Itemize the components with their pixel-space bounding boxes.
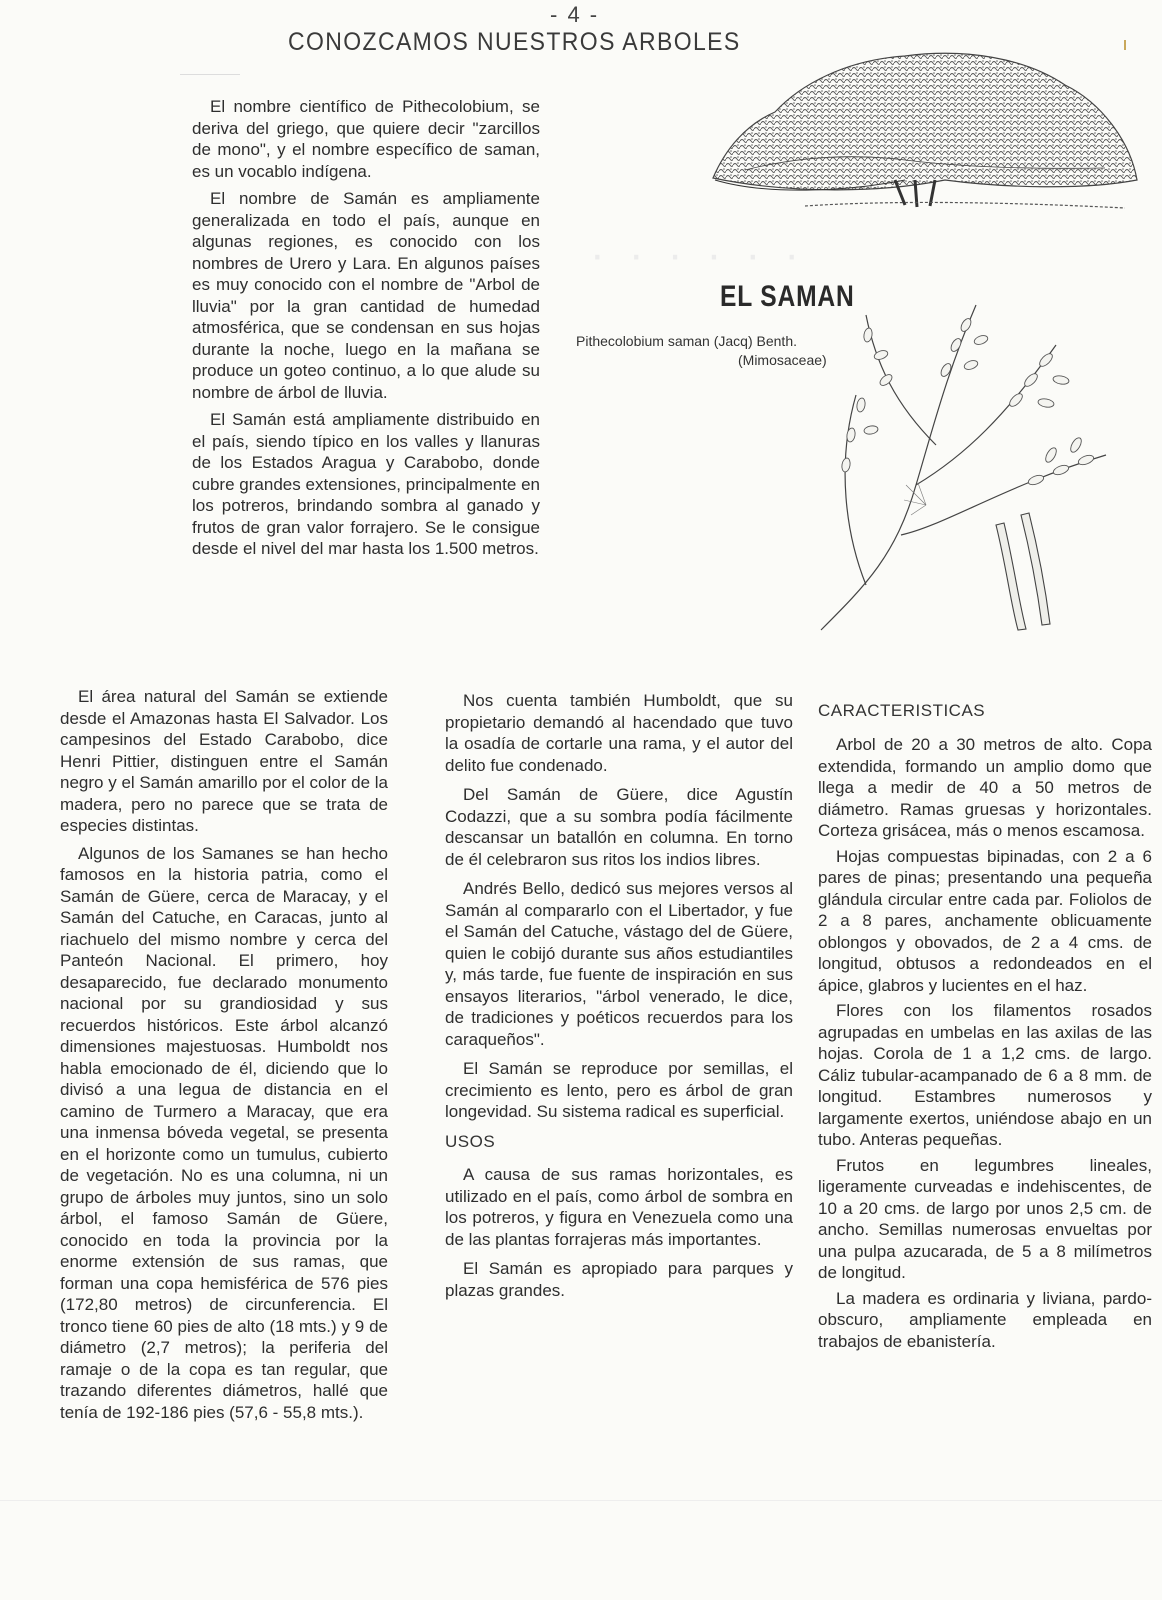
- col1-paragraph: El área natural del Samán se extiende desde el Amazonas hasta El Salvador. Los campesinos del Estado Carabobo, dice Henri Pittier, distinguen entre el Samán negro y el Samán amarillo por el color de la madera, pero no parece que se trata de especies distintas.: [60, 687, 388, 835]
- intro-text: [192, 96, 540, 566]
- caracteristicas-paragraph: Frutos en legumbres lineales, ligeramente curveadas e indehiscentes, de 10 a 20 cms. de largo por unos 2,5 cm. de ancho. Semillas numerosas envueltas por una pulpa azucarada, de 5 a 8 milímetros de longitud.: [818, 1155, 1152, 1282]
- bottom-divider: [0, 1500, 1162, 1501]
- caracteristicas-heading: CARACTERISTICAS: [818, 701, 986, 720]
- page-number: - 4 -: [550, 2, 600, 27]
- tree-illustration: [705, 30, 1145, 215]
- scientific-name: Pithecolobium saman (Jacq) Benth.: [576, 333, 797, 349]
- col2-paragraph: Del Samán de Güere, dice Agustín Codazzi, que a su sombra podía fácilmente descansar un batallón en columna. En torno de él celebraron sus ritos los indios libres.: [445, 785, 793, 869]
- col2-paragraph: El Samán se reproduce por semillas, el crecimiento es lento, pero es árbol de gran longevidad. Su sistema radical es superficial.: [445, 1059, 793, 1121]
- column-2: [445, 690, 793, 1309]
- column-1: [60, 686, 388, 1429]
- family-name: (Mimosaceae): [738, 352, 827, 368]
- caracteristicas-paragraph: Flores con los filamentos rosados agrupadas en umbelas en las axilas de las hojas. Corola de 1 a 1,2 cms. de largo. Cáliz tubular-acampanado de 6 a 8 mm. de longitud. Estambres numerosos y largamente exertos, uniéndose abajo en un tubo. Anteras pequeñas.: [818, 1001, 1152, 1149]
- col1-paragraph: Algunos de los Samanes se han hecho famosos en la historia patria, como el Samán de Güere, cerca de Maracay, y el Samán del Catuche, en Caracas, junto al riachuelo del mismo nombre y cerca del Panteón Nacional. El primero, hoy desaparecido, fue declarado monumento nacional por su grandiosidad y sus recuerdos históricos. Este árbol alcanzó dimensiones majestuosas. Humboldt nos habla emocionado de él, diciendo que lo divisó a una legua de distancia en el camino de Turmero a Maracay, que era una inmensa bóveda vegetal, se presenta en el horizonte como un tumulus, cubierto de vegetación. No es una columna, ni un grupo de árboles muy juntos, sino un solo árbol, el famoso Samán de Güere, conocido en toda la provincia por la enorme extensión de sus ramas, que forman una copa hemisférica de 576 pies (172,80 metros) de circunferencia. El tronco tiene 60 pies de alto (18 mts.) y 9 de diámetro (2,7 metros); la periferia del ramaje o de la copa es tan regular, que trazando diferentes diámetros, hallé que tenía de 192-186 pies (57,6 - 55,8 mts.).: [60, 843, 388, 1422]
- article-title: EL SAMAN: [720, 280, 855, 313]
- caracteristicas-paragraph: Arbol de 20 a 30 metros de alto. Copa extendida, formando un amplio domo que llega a medir de 40 a 50 metros de diámetro. Ramas gruesas y horizontales. Corteza grisácea, más o menos escamosa.: [818, 735, 1152, 840]
- caracteristicas-paragraph: La madera es ordinaria y liviana, pardo-obscuro, ampliamente empleada en trabajos de ebanistería.: [818, 1288, 1152, 1351]
- intro-paragraph: El nombre de Samán es ampliamente generalizada en todo el país, aunque en algunas regiones, es conocido con los nombres de Urero y Lara. En algunos países es muy conocido con el nombre de "Arbol de lluvia" por la gran cantidad de humedad atmosférica, que se condensan en sus hojas durante la noche, luego en la mañana se produce un goteo continuo, a lo que alude su nombre de árbol de lluvia.: [192, 189, 540, 402]
- branch-illustration: [806, 285, 1151, 640]
- caracteristicas-paragraph: Hojas compuestas bipinadas, con 2 a 6 pares de pinas; presentando una pequeña glándula circular entre cada par. Foliolos de 2 a 8 pares, anchamente oblicuamente oblongos y obovados, de 2 a 4 cms. de longitud, obtusos a redondeados en el ápice, glabros y lucientes en el haz.: [818, 846, 1152, 995]
- usos-paragraph: A causa de sus ramas horizontales, es utilizado en el país, como árbol de sombra en los potreros, y figura en Venezuela como una de las plantas forrajeras más importantes.: [445, 1165, 793, 1249]
- usos-paragraph: El Samán es apropiado para parques y plazas grandes.: [445, 1259, 793, 1300]
- col2-paragraph: Nos cuenta también Humboldt, que su propietario demandó al hacendado que tuvo la osadía de cortarle una rama, y el autor del delito fue condenado.: [445, 691, 793, 775]
- page-header: CONOZCAMOS NUESTROS ARBOLES: [288, 28, 741, 56]
- bleed-through-text: · · · · · ·: [590, 230, 806, 279]
- col2-paragraph: Andrés Bello, dedicó sus mejores versos al Samán al compararlo con el Libertador, y fue el Samán del Catuche, vástago del de Güere, quien le cobijó durante sus años estudiantiles y, más tarde, fue fuente de inspiración en sus ensayos literarios, "árbol venerado, le dice, de tradiciones y poéticos recuerdos para los caraqueños".: [445, 879, 793, 1049]
- usos-heading: USOS: [445, 1131, 496, 1151]
- column-3: [818, 734, 1152, 1356]
- intro-paragraph: El Samán está ampliamente distribuido en el país, siendo típico en los valles y llanuras de los Estados Aragua y Carabobo, donde cubre grandes extensiones, principalmente en los potreros, brindando sombra al ganado y frutos de gran valor forrajero. Se le consigue desde el nivel del mar hasta los 1.500 metros.: [192, 410, 540, 558]
- intro-paragraph: El nombre científico de Pithecolobium, se deriva del griego, que quiere decir "zarcillos de mono", y el nombre específico de saman, es un vocablo indígena.: [192, 97, 540, 181]
- header-divider: [180, 74, 240, 75]
